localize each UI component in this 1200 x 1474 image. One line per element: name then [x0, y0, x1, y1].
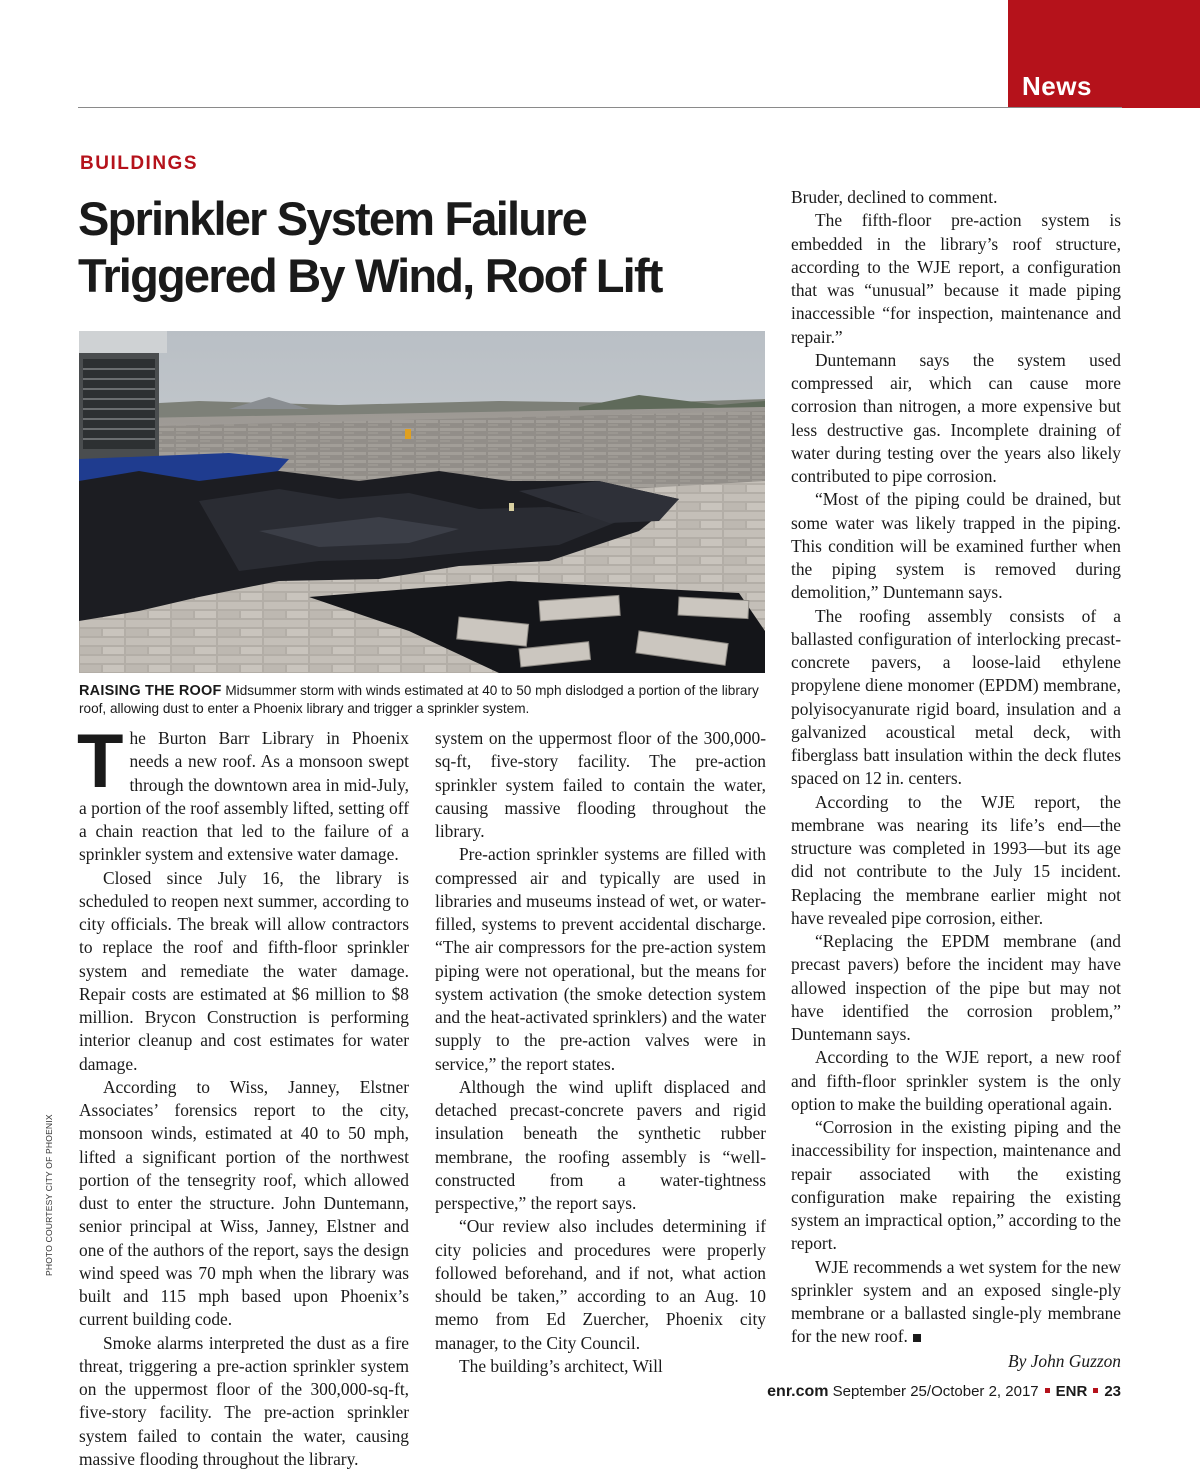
page-footer — [767, 1383, 1121, 1401]
article-paragraph: Although the wind uplift displaced and detached precast-concrete pavers and rigid insulation beneath the synthetic rubber membrane, the roofing assembly is “well-constructed from a water-tightness perspective,” the report says. — [435, 1076, 766, 1213]
footer-brand: ENR — [1055, 1383, 1088, 1400]
article-paragraph: Duntemann says the system used compressed air, which can cause more corrosion than nitrogen, a more expensive but less destructive gas. Incomplete draining of water during testing over the years also likely contributed to pipe corrosion. — [791, 349, 1121, 486]
article-column-3 — [791, 186, 1121, 1373]
footer-date: September 25/October 2, 2017 — [832, 1383, 1039, 1400]
end-mark-icon — [913, 1334, 921, 1342]
article-paragraph: The building’s architect, Will — [459, 1355, 663, 1376]
roof-photo-image — [79, 331, 765, 673]
byline: By John Guzzon — [1007, 1350, 1121, 1371]
section-tab — [1008, 0, 1200, 108]
article-paragraph: Smoke alarms interpreted the dust as a fire threat, triggering a pre-action sprinkler system on the uppermost floor of the 300,000-sq-ft, five-story facility. The pre-action sprinkler system failed to contain the water, causing massive flooding throughout the library. — [79, 1332, 409, 1469]
bullet-icon — [1093, 1388, 1098, 1393]
top-divider — [78, 107, 1122, 108]
bullet-icon — [1045, 1388, 1050, 1393]
article-column-2 — [435, 727, 766, 1378]
section-tab-label: News — [1022, 71, 1092, 101]
photo-credit: PHOTO COURTESY CITY OF PHOENIX — [44, 1114, 54, 1276]
article-paragraph — [791, 1256, 1121, 1349]
article-column-1 — [77, 719, 409, 1469]
article-paragraph: According to Wiss, Janney, Elstner Associates’ forensics report to the city, monsoon winds, estimated at 40 to 50 mph, lifted a significant portion of the northwest portion of the tensegrity roof, which allowed dust to enter the structure. John Duntemann, senior principal at Wiss, Janney, Elstner and one of the authors of the report, says the design wind speed was 70 mph when the library was built and 115 mph based upon Phoenix’s current building code. — [79, 1076, 409, 1330]
article-paragraph: “Most of the piping could be drained, but some water was likely trapped in the piping. This condition will be examined further when the piping system is removed during demolition,” Duntemann says. — [791, 489, 1121, 603]
article-paragraph: Closed since July 16, the library is scheduled to reopen next summer, according to city officials. The break will allow contractors to replace the roof and fifth-floor sprinkler system and remediate the water damage. Repair costs are estimated at $6 million to $8 million. Brycon Construction is performing interior cleanup and cost estimates for water damage. — [79, 867, 409, 1074]
headline-line-1: Sprinkler System Failure — [78, 192, 586, 245]
article-paragraph: The fifth-floor pre-action system is embedded in the library’s roof structure, according to the WJE report, a configuration that was “unusual” because it made piping inaccessible “for inspection, maintenance and repair.” — [791, 210, 1121, 347]
article-paragraph: The roofing assembly consists of a ballasted configuration of interlocking precast-concrete pavers, a loose-laid ethylene propylene diene monomer (EPDM) membrane, polyisocyanurate rigid board, insulation and a galvanized acoustical metal deck, with fiberglass batt insulation within the deck flutes spaced on 12 in. centers. — [791, 605, 1121, 789]
article-paragraph: “Our review also includes determining if city policies and procedures were properly followed beforehand, and if not, what action should be taken,” according to an Aug. 10 memo from Ed Zuercher, Phoenix city manager, to the City Council. — [435, 1216, 766, 1353]
article-paragraph: According to the WJE report, the membrane was nearing its life’s end—the structure was completed in 1993—but its age did not contribute to the July 15 incident. Replacing the membrane earlier might not have revealed pipe corrosion, either. — [791, 791, 1121, 928]
article-paragraph: “Corrosion in the existing piping and the inaccessibility for inspection, maintenance and repair associated with the existing configuration make repairing the existing system an impractical option,” according to the report. — [791, 1117, 1121, 1254]
article-paragraph — [77, 719, 409, 867]
article-paragraph: According to the WJE report, a new roof and fifth-floor sprinkler system is the only option to make the building operational again. — [791, 1047, 1121, 1114]
article-paragraph-continued: system on the uppermost floor of the 300,000-sq-ft, five-story facility. The pre-action sprinkler system failed to contain the water, causing massive flooding throughout the library. — [435, 728, 766, 841]
drop-cap: T — [77, 719, 124, 804]
section-kicker: BUILDINGS — [80, 153, 198, 174]
footer-site: enr.com — [767, 1383, 829, 1400]
article-paragraph: “Replacing the EPDM membrane (and precast pavers) before the incident may have allowed inspection of the pipe but may not have identified the corrosion problem,” Duntemann says. — [791, 931, 1121, 1044]
headline — [78, 190, 778, 304]
caption-lead: RAISING THE ROOF — [79, 683, 222, 699]
headline-line-2: Triggered By Wind, Roof Lift — [78, 249, 662, 302]
article-paragraph: Pre-action sprinkler systems are filled with compressed air and typically are used in libraries and museums instead of wet, or water-filled, systems to prevent accidental discharge. “The air compressors for the pre-action system piping were not operational, but the means for system activation (the smoke detection system and the heat-activated sprinklers) and the water supply to the pre-action valves were in service,” the report states. — [435, 844, 766, 1074]
paragraph-text: WJE recommends a wet system for the new sprinkler system and an exposed single-ply membrane or a ballasted single-ply membrane for the new roof. — [791, 1256, 1121, 1347]
roof-photo — [79, 331, 765, 673]
page-number: 23 — [1104, 1383, 1121, 1400]
article-paragraph-continued: Bruder, declined to comment. — [791, 187, 998, 207]
caption-text: Midsummer storm with winds estimated at 40 to 50 mph dislodged a portion of the library roof, allowing dust to enter a Phoenix library and trigger a sprinkler system. — [79, 683, 759, 716]
paragraph-text: he Burton Barr Library in Phoenix needs a new roof. As a monsoon swept through the downtown area in mid-July, a portion of the roof assembly lifted, setting off a chain reaction that led to the failure of a sprinkler system and extensive water damage. — [79, 728, 409, 865]
photo-caption — [79, 682, 769, 717]
